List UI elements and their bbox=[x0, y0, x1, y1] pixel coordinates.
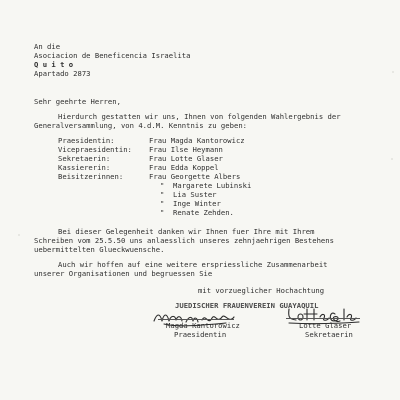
officer-role: Praesidentin: bbox=[58, 136, 115, 145]
officer-role: Kassiererin: bbox=[58, 163, 111, 172]
signature-line bbox=[286, 318, 360, 319]
recipient-po-box: Apartado 2873 bbox=[34, 69, 91, 78]
officer-name: Frau Lotte Glaser bbox=[149, 154, 223, 163]
organization-stamp: JUEDISCHER FRAUENVEREIN GUAYAQUIL bbox=[175, 301, 319, 310]
signatory-title: Sekretaerin bbox=[305, 330, 353, 339]
hope-line: unserer Organisationen und begruessen Sie bbox=[34, 269, 213, 278]
additional-member: " Margarete Lubinski bbox=[160, 181, 252, 190]
intro-line: Hierdurch gestatten wir uns, Ihnen von folgenden Wahlergebnis der bbox=[58, 112, 341, 121]
additional-member: " Renate Zehden. bbox=[160, 208, 234, 217]
intro-line: Generalversammlung, von 4.d.M. Kenntnis zu geben: bbox=[34, 121, 248, 130]
paper-speck bbox=[391, 158, 393, 160]
hope-line: Auch wir hoffen auf eine weitere erspriessliche Zusammenarbeit bbox=[58, 260, 328, 269]
thanks-line: Bei dieser Gelegenheit danken wir Ihnen fuer Ihre mit Ihrem bbox=[58, 227, 315, 236]
paper-speck bbox=[392, 71, 394, 73]
paper-speck bbox=[18, 234, 20, 236]
officer-role: Vicepraesidentin: bbox=[58, 145, 132, 154]
additional-member: " Inge Winter bbox=[160, 199, 221, 208]
salutation: Sehr geehrte Herren, bbox=[34, 97, 121, 106]
officer-name: Frau Ilse Heymann bbox=[149, 145, 223, 154]
signature-line bbox=[158, 319, 234, 320]
officer-name: Frau Georgette Albers bbox=[149, 172, 241, 181]
signatory-name: Magda Kantorowicz bbox=[166, 321, 240, 330]
thanks-line: uebermittelten Glueckwuensche. bbox=[34, 245, 165, 254]
signatory-name: Lotte Glaser bbox=[299, 321, 352, 330]
closing: mit vorzueglicher Hochachtung bbox=[198, 286, 325, 295]
officer-name: Frau Magda Kantorowicz bbox=[149, 136, 245, 145]
signatory-title: Praesidentin bbox=[174, 330, 227, 339]
officer-role: Sekretaerin: bbox=[58, 154, 111, 163]
recipient-city: Q u i t o bbox=[34, 60, 74, 69]
thanks-line: Schreiben vom 25.5.50 uns anlaesslich unseres zehnjaehrigen Bestehens bbox=[34, 236, 334, 245]
recipient-organization: Asociacion de Beneficencia Israelita bbox=[34, 51, 191, 60]
recipient-line: An die bbox=[34, 42, 61, 51]
additional-member: " Lia Suster bbox=[160, 190, 217, 199]
officer-name: Frau Edda Koppel bbox=[149, 163, 219, 172]
officer-role: Beisitzerinnen: bbox=[58, 172, 124, 181]
